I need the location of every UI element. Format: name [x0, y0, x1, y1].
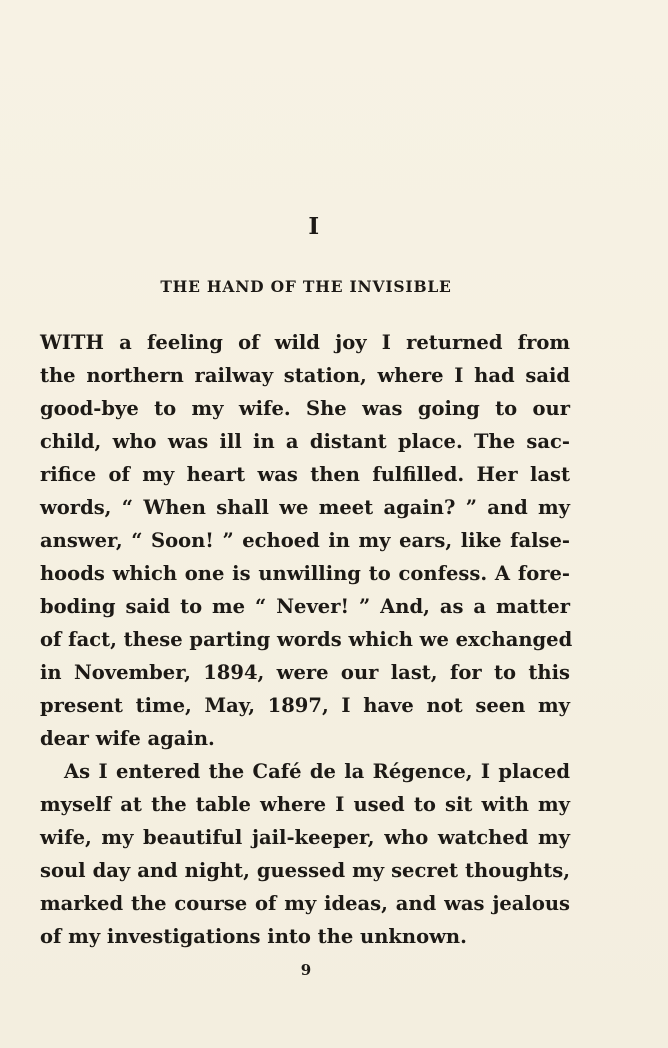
text-line: good-bye to my wife. She was going to our	[40, 397, 570, 420]
page-number: 9	[300, 961, 312, 979]
text-line: the northern railway station, where I had said	[40, 364, 570, 387]
text-line: child, who was ill in a distant place. The sac-	[40, 430, 570, 453]
text-line: marked the course of my ideas, and was jealous	[40, 892, 570, 915]
chapter-number: I	[308, 213, 320, 240]
body-text	[40, 326, 573, 953]
text-line: wife, my beautiful jail-keeper, who watched my	[40, 826, 570, 849]
text-line: myself at the table where I used to sit with my	[40, 793, 570, 816]
text-line: boding said to me “ Never! ” And, as a matter	[40, 595, 570, 618]
text-line: hoods which one is unwilling to confess. A fore-	[40, 562, 570, 585]
text-line: of my investigations into the unknown.	[40, 925, 467, 948]
text-line: answer, “ Soon! ” echoed in my ears, like false-	[40, 529, 570, 552]
text-line: in November, 1894, were our last, for to this	[40, 661, 570, 684]
text-line: soul day and night, guessed my secret thoughts,	[40, 859, 570, 882]
text-line: of fact, these parting words which we exchanged	[40, 628, 573, 651]
text-line: rifice of my heart was then fulfilled. Her last	[40, 463, 570, 486]
text-line: words, “ When shall we meet again? ” and my	[40, 496, 570, 519]
text-line: WITH a feeling of wild joy I returned from	[40, 331, 570, 354]
text-line: dear wife again.	[40, 727, 215, 750]
text-line: As I entered the Café de la Régence, I placed	[64, 760, 570, 783]
chapter-title: THE HAND OF THE INVISIBLE	[160, 277, 452, 296]
text-line: present time, May, 1897, I have not seen my	[40, 694, 570, 717]
